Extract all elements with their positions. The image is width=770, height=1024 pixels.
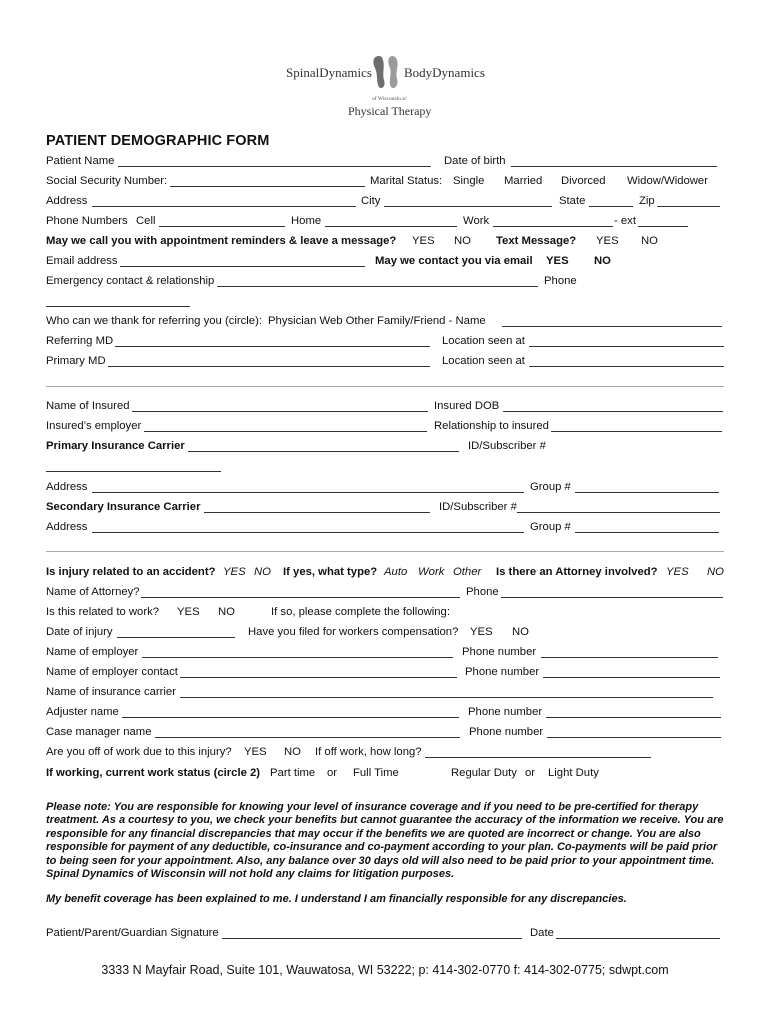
patient-name-field[interactable] (118, 166, 431, 167)
label-if-so: If so, please complete the following: (271, 606, 450, 618)
section-divider-2 (46, 551, 724, 552)
employer-phone-field[interactable] (541, 657, 718, 658)
or-text-1: or (327, 767, 338, 779)
primary-address-field[interactable] (92, 492, 524, 493)
option-divorced[interactable]: Divorced (561, 175, 606, 187)
label-primary-md: Primary MD (46, 355, 106, 367)
label-marital: Marital Status: (370, 175, 443, 187)
label-city: City (361, 195, 381, 207)
option-single[interactable]: Single (453, 175, 485, 187)
label-may-call: May we call you with appointment reminders & leave a message? (46, 235, 397, 247)
employer-contact-field[interactable] (180, 677, 457, 678)
label-working-status: If working, current work status (circle 2) (46, 767, 261, 779)
label-workers-comp: Have you filed for workers compensation? (248, 626, 459, 638)
label-phone-numbers: Phone Numbers (46, 215, 128, 227)
ext-field[interactable] (638, 226, 688, 227)
label-employer-contact: Name of employer contact (46, 666, 178, 678)
emergency-phone-field[interactable] (46, 306, 190, 307)
city-field[interactable] (384, 206, 552, 207)
location-seen-field-1[interactable] (529, 346, 724, 347)
label-off-work: Are you off of work due to this injury? (46, 746, 232, 758)
label-date: Date (530, 927, 554, 939)
secondary-address-field[interactable] (92, 532, 524, 533)
label-attorney-q: Is there an Attorney involved? (496, 566, 658, 578)
acknowledgement-text: My benefit coverage has been explained to me. I understand I am financially responsible for any discrepancies. (46, 893, 627, 905)
adjuster-phone-field[interactable] (546, 717, 721, 718)
clinic-logo (282, 48, 492, 120)
label-related-work: Is this related to work? (46, 606, 160, 618)
label-home: Home (291, 215, 322, 227)
email-yes-option[interactable]: YES (546, 255, 569, 267)
option-regular-duty[interactable]: Regular Duty (451, 767, 517, 779)
injury-no-option[interactable]: NO (254, 566, 271, 578)
logo-left-name: SpinalDynamics (286, 65, 372, 80)
signature-field[interactable] (222, 938, 522, 939)
label-secondary-group: Group # (530, 521, 571, 533)
label-secondary-id: ID/Subscriber # (439, 501, 517, 513)
insured-dob-field[interactable] (503, 411, 723, 412)
label-adjuster: Adjuster name (46, 706, 119, 718)
label-name-insured: Name of Insured (46, 400, 130, 412)
label-work: Work (463, 215, 490, 227)
label-emergency: Emergency contact & relationship (46, 275, 215, 287)
label-case-manager: Case manager name (46, 726, 152, 738)
insurance-note: Please note: You are responsible for knowing your level of insurance coverage and if you need to be pre-certified for therapy treatment. As a courtesy to you, we check your benefits but cannot guarantee the accuracy of the information we receive. You are responsible for any financial discrepancies that may occur if the benefits we are quoted are incorrect or change. You are also responsible for payment of any deductible, co-insurance and co-payment according to your plan. Co-payments will be paid prior to being seen for your appointment. Also, any balance over 30 days old will also need to be paid prior to your appointment time. Spinal Dynamics of Wisconsin will not hold any claims for litigation purposes. (46, 801, 724, 881)
label-primary-id: ID/Subscriber # (468, 440, 546, 452)
type-auto-option[interactable]: Auto (384, 566, 408, 578)
label-location-seen-1: Location seen at (442, 335, 525, 347)
label-state: State (559, 195, 586, 207)
ssn-field[interactable] (170, 186, 365, 187)
label-patient-name: Patient Name (46, 155, 115, 167)
label-ext: - ext (614, 215, 636, 227)
home-phone-field[interactable] (325, 226, 457, 227)
how-long-field[interactable] (425, 757, 651, 758)
primary-id-field[interactable] (46, 471, 221, 472)
referring-md-field[interactable] (115, 346, 430, 347)
label-address: Address (46, 195, 88, 207)
type-other-option[interactable]: Other (453, 566, 482, 578)
dob-field[interactable] (511, 166, 717, 167)
label-dob: Date of birth (444, 155, 506, 167)
off-work-no[interactable]: NO (284, 746, 301, 758)
option-part-time[interactable]: Part time (270, 767, 316, 779)
label-name-employer: Name of employer (46, 646, 139, 658)
label-text-message: Text Message? (496, 235, 577, 247)
label-cell: Cell (136, 215, 156, 227)
off-work-yes[interactable]: YES (244, 746, 267, 758)
logo-right-name: BodyDynamics (404, 65, 485, 80)
label-secondary-carrier: Secondary Insurance Carrier (46, 501, 201, 513)
adjuster-field[interactable] (122, 717, 459, 718)
attorney-phone-field[interactable] (501, 597, 723, 598)
referral-options[interactable]: Physician Web Other Family/Friend - Name (268, 315, 486, 327)
insurance-carrier-field[interactable] (180, 697, 713, 698)
option-married[interactable]: Married (504, 175, 543, 187)
label-case-phone: Phone number (469, 726, 544, 738)
label-referral: Who can we thank for referring you (circle): (46, 315, 262, 327)
label-signature: Patient/Parent/Guardian Signature (46, 927, 219, 939)
logo-sub: of Wisconsin sc (372, 96, 407, 102)
primary-md-field[interactable] (108, 366, 430, 367)
workers-comp-yes[interactable]: YES (470, 626, 493, 638)
label-email: Email address (46, 255, 118, 267)
text-no-option[interactable]: NO (641, 235, 658, 247)
label-insured-employer: Insured’s employer (46, 420, 142, 432)
option-full-time[interactable]: Full Time (353, 767, 399, 779)
label-primary-address: Address (46, 481, 88, 493)
location-seen-field-2[interactable] (529, 366, 724, 367)
logo-mark-icon (370, 54, 402, 90)
attorney-yes-option[interactable]: YES (666, 566, 689, 578)
label-zip: Zip (639, 195, 655, 207)
work-phone-field[interactable] (493, 226, 613, 227)
type-work-option[interactable]: Work (418, 566, 445, 578)
label-attorney-phone: Phone (466, 586, 499, 598)
related-work-yes[interactable]: YES (177, 606, 200, 618)
option-widow[interactable]: Widow/Widower (627, 175, 708, 187)
logo-tagline: Physical Therapy (348, 104, 432, 118)
email-no-option[interactable]: NO (594, 255, 611, 267)
state-field[interactable] (589, 206, 633, 207)
label-primary-carrier: Primary Insurance Carrier (46, 440, 185, 452)
label-referring-md: Referring MD (46, 335, 114, 347)
email-field[interactable] (120, 266, 365, 267)
form-title: PATIENT DEMOGRAPHIC FORM (46, 133, 270, 149)
label-how-long: If off work, how long? (315, 746, 422, 758)
date-field[interactable] (556, 938, 720, 939)
label-adjuster-phone: Phone number (468, 706, 543, 718)
employer-name-field[interactable] (142, 657, 453, 658)
label-contact-phone: Phone number (465, 666, 540, 678)
address-field[interactable] (92, 206, 356, 207)
label-emergency-phone: Phone (544, 275, 577, 287)
secondary-group-field[interactable] (575, 532, 719, 533)
secondary-carrier-field[interactable] (204, 512, 430, 513)
workers-comp-no[interactable]: NO (512, 626, 529, 638)
option-light-duty[interactable]: Light Duty (548, 767, 599, 779)
injury-yes-option[interactable]: YES (223, 566, 246, 578)
label-primary-group: Group # (530, 481, 571, 493)
label-injury-q: Is injury related to an accident? (46, 566, 216, 578)
zip-field[interactable] (657, 206, 720, 207)
call-no-option[interactable]: NO (454, 235, 471, 247)
footer-address: 3333 N Mayfair Road, Suite 101, Wauwatosa, WI 53222; p: 414-302-0770 f: 414-302-0775; sdwpt.com (101, 963, 669, 977)
attorney-no-option[interactable]: NO (707, 566, 724, 578)
primary-group-field[interactable] (575, 492, 719, 493)
referral-name-field[interactable] (502, 326, 722, 327)
case-phone-field[interactable] (547, 737, 721, 738)
cell-field[interactable] (159, 226, 285, 227)
secondary-id-field[interactable] (517, 512, 720, 513)
label-insurance-carrier: Name of insurance carrier (46, 686, 176, 698)
label-location-seen-2: Location seen at (442, 355, 525, 367)
primary-carrier-field[interactable] (188, 451, 459, 452)
call-yes-option[interactable]: YES (412, 235, 435, 247)
text-yes-option[interactable]: YES (596, 235, 619, 247)
insured-employer-field[interactable] (144, 431, 427, 432)
case-manager-field[interactable] (155, 737, 460, 738)
name-insured-field[interactable] (132, 411, 428, 412)
date-injury-field[interactable] (117, 637, 235, 638)
section-divider-1 (46, 386, 724, 387)
label-employer-phone: Phone number (462, 646, 537, 658)
label-secondary-address: Address (46, 521, 88, 533)
label-ssn: Social Security Number: (46, 175, 168, 187)
label-date-injury: Date of injury (46, 626, 113, 638)
attorney-name-field[interactable] (141, 597, 460, 598)
label-type-q: If yes, what type? (283, 566, 378, 578)
related-work-no[interactable]: NO (218, 606, 235, 618)
or-text-2: or (525, 767, 536, 779)
emergency-contact-field[interactable] (217, 286, 538, 287)
label-relationship: Relationship to insured (434, 420, 549, 432)
label-contact-email: May we contact you via email (375, 255, 533, 267)
label-insured-dob: Insured DOB (434, 400, 500, 412)
contact-phone-field[interactable] (543, 677, 720, 678)
label-name-attorney: Name of Attorney? (46, 586, 140, 598)
relationship-field[interactable] (551, 431, 722, 432)
